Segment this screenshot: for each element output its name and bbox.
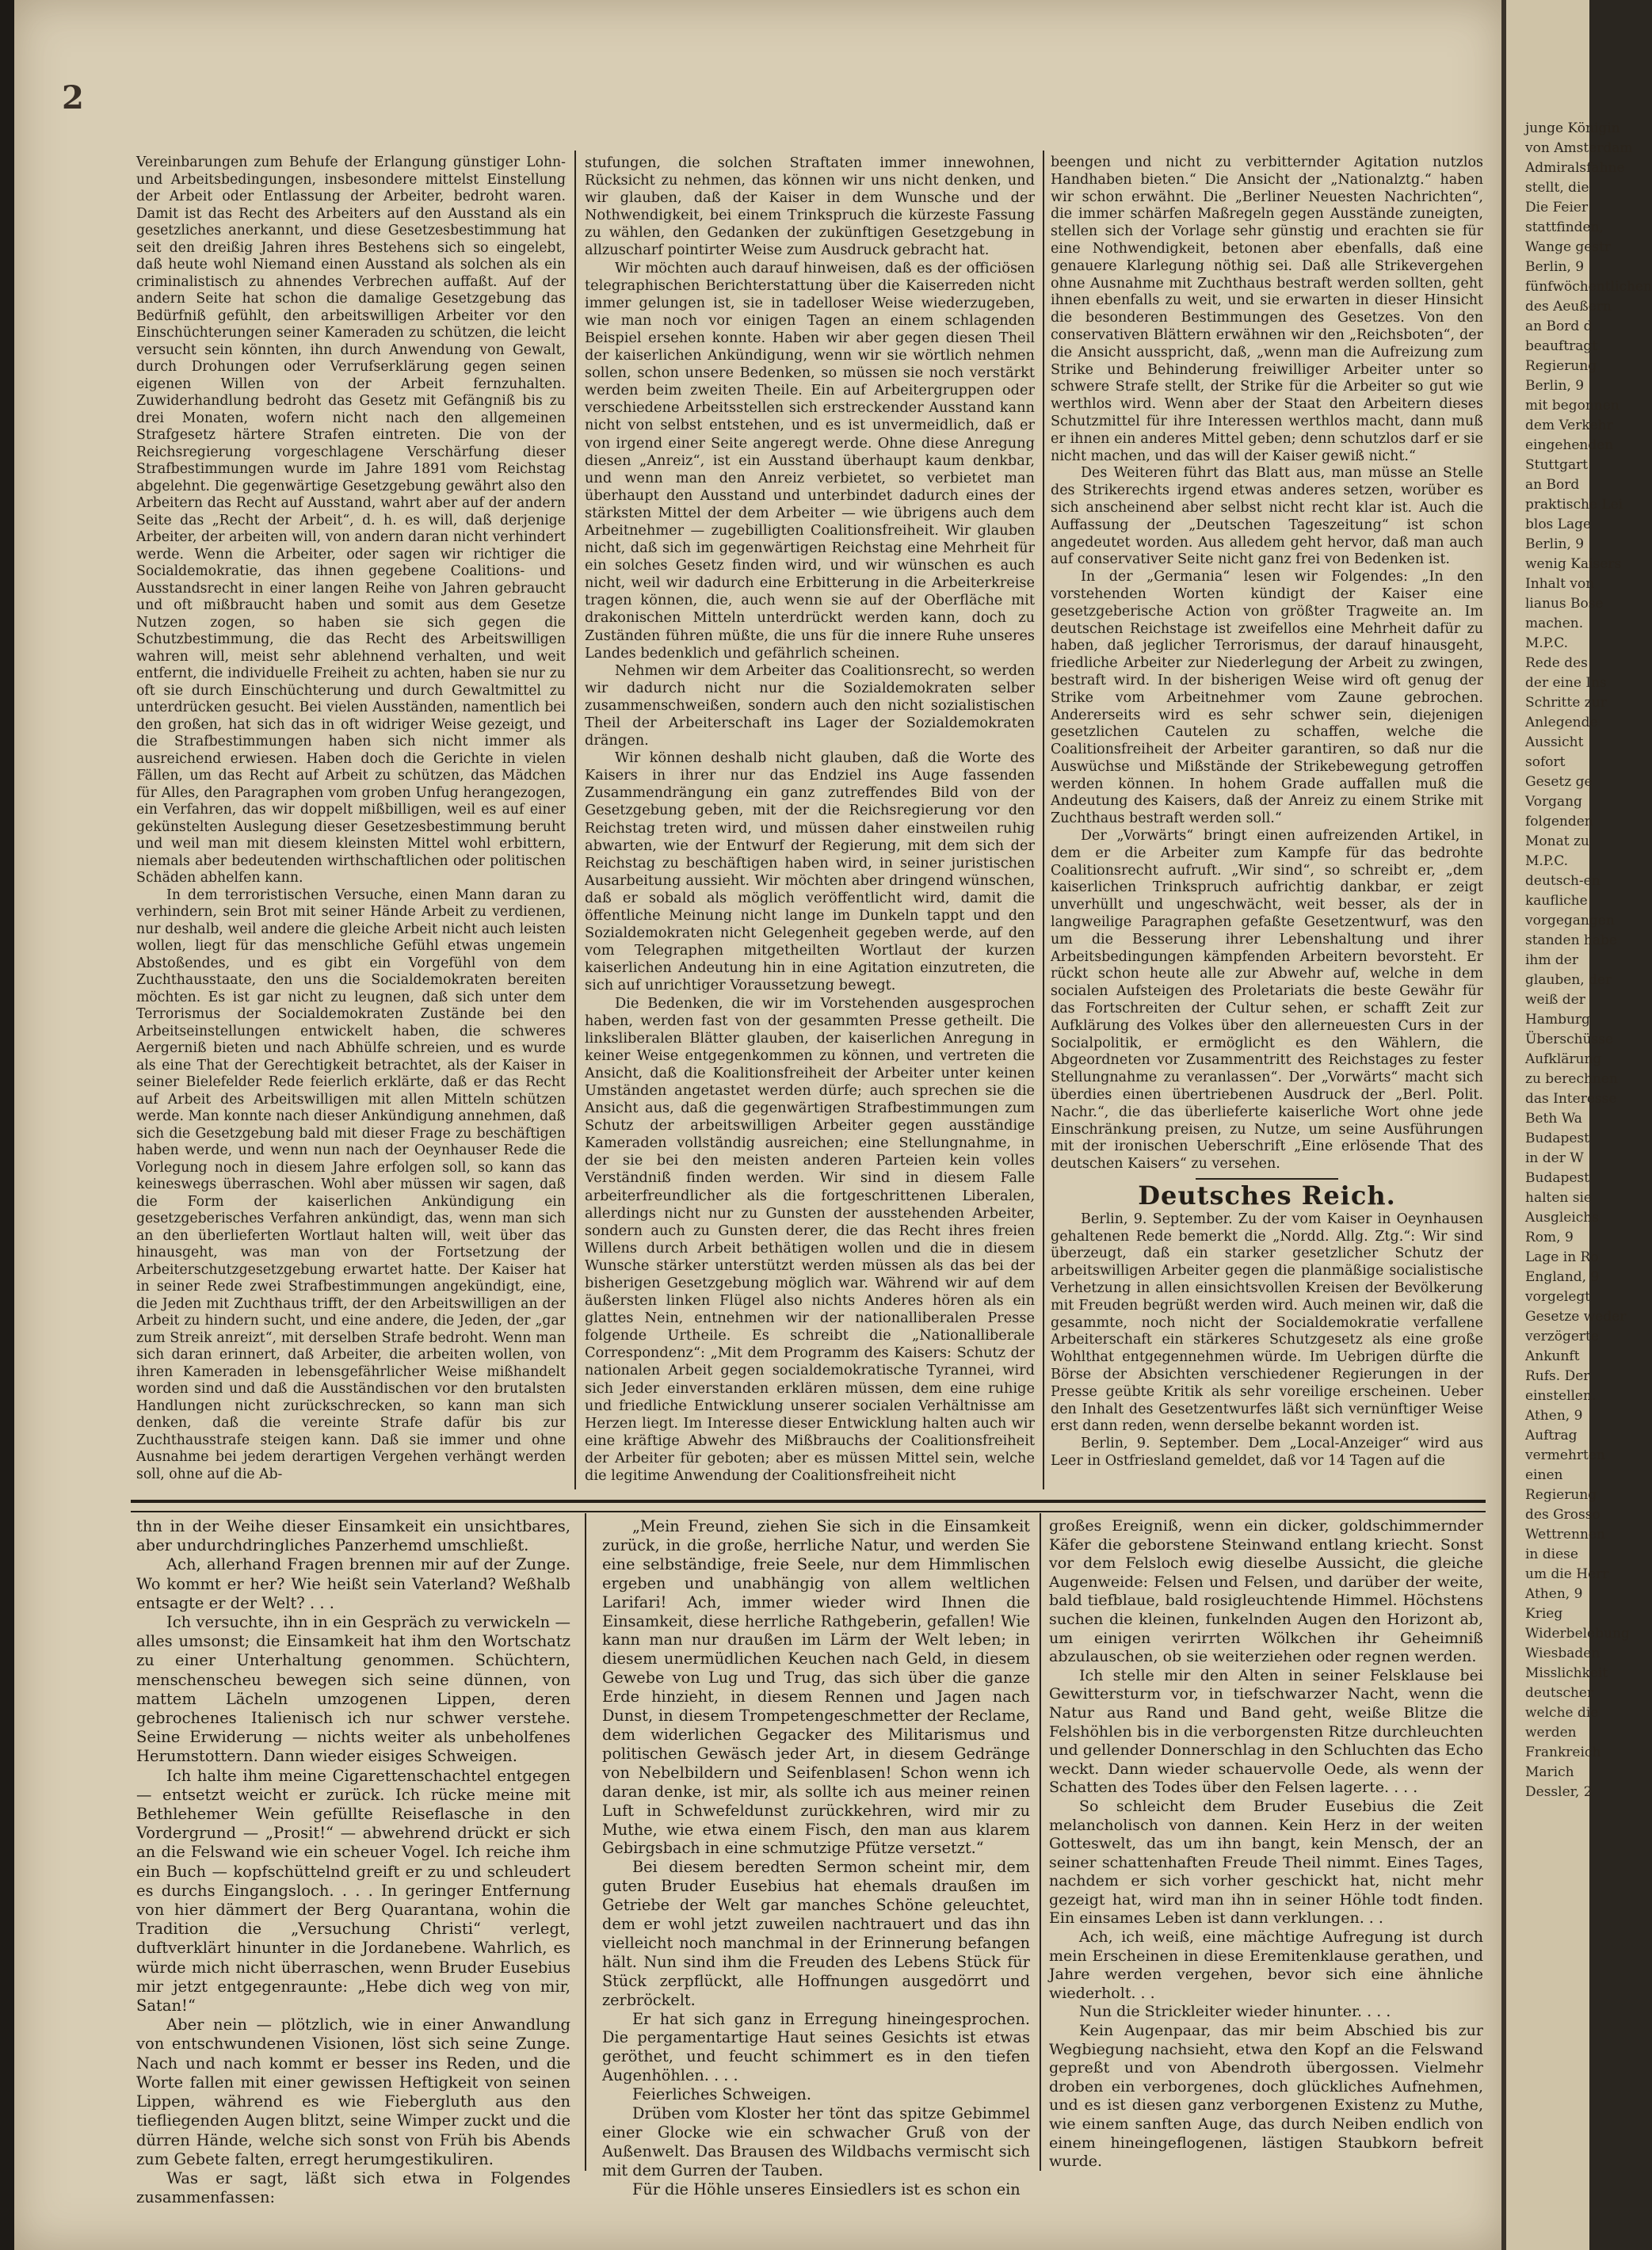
adjacent-page-fragment: Budapest bbox=[1525, 1170, 1589, 1186]
adjacent-page-fragment: Berlin, 9 bbox=[1525, 536, 1585, 552]
adjacent-page-fragment: England, 9 bbox=[1525, 1269, 1600, 1285]
feuilleton-paragraph: thn in der Weihe dieser Einsamkeit ein unsichtbares, aber undurchdringliches Panzerhemd umschließt. bbox=[136, 1517, 570, 1555]
article-column-1 bbox=[136, 154, 566, 1483]
feuilleton-paragraph: Ich versuchte, ihn in ein Gespräch zu verwickeln — alles umsonst; die Einsamkeit hat ihm den Wortschatz zu einer Unterhaltung genommen. Schüchtern, menschenscheu bewegen sich seine dünnen, von mattem Lächeln umzogenen Lippen, deren gebrochenes Italienisch ich nur schwer verstehe. Seine Erwiderung — nichts weiter als unbeholfenes Herumstottern. Dann wieder eisiges Schweigen. bbox=[136, 1613, 570, 1766]
feuilleton-paragraph: Feierliches Schweigen. bbox=[632, 2085, 811, 2104]
adjacent-page-fragment: beauftragt bbox=[1525, 338, 1598, 354]
article-column-2 bbox=[585, 154, 1035, 1485]
adjacent-page-fragment: blos Lage bbox=[1525, 517, 1592, 532]
feuilleton-paragraph: Ich stelle mir den Alten in seiner Felsklause bei Gewittersturm vor, in tiefschwarzer Nacht, wenn die Natur aus Rand und Band geht, weiße Blitze die Felshöhlen bis in die verborgensten Ritze durchleuchten und gellender Donnerschlag in den Schluchten das Echo weckt. Dann wieder schauervolle Oede, als wenn der Schatten des Todes über den Felsen lagerte. . . . bbox=[1049, 1666, 1483, 1797]
feuilleton-paragraph: Aber nein — plötzlich, wie in einer Anwandlung von entschwundenen Visionen, löst sich seine Zunge. Nach und nach kommt er besser ins Reden, und die Worte fallen mit einer gewissen Heftigkeit von seinen Lippen, während es wie Fiebergluth aus den tiefliegenden Augen blitzt, seine Wimper zuckt und die dürren Hände, welche sich sonst von Früh bis Abends zum Gebete falten, erregt herumgestikuliren. bbox=[136, 2015, 570, 2168]
adjacent-page-fragment: Schritte zur bbox=[1525, 695, 1607, 711]
adjacent-page-fragment: machen. bbox=[1525, 616, 1584, 631]
adjacent-page-fragment: Berlin, 9 bbox=[1525, 259, 1585, 275]
adjacent-page-fragment: dem Verkehr bbox=[1525, 418, 1613, 433]
adjacent-page-fragment: Ausgleichs bbox=[1525, 1210, 1599, 1226]
adjacent-page-fragment: Budapest bbox=[1525, 1131, 1589, 1146]
adjacent-page-fragment: vorgelegt bbox=[1525, 1289, 1591, 1305]
adjacent-page-fragment: weiß der bbox=[1525, 992, 1585, 1008]
adjacent-page-fragment: Widerbelebung bbox=[1525, 1626, 1630, 1642]
adjacent-page-fragment: einstellen. bbox=[1525, 1388, 1597, 1404]
article-paragraph: stufungen, die solchen Straftaten immer innewohnen, Rücksicht zu nehmen, das können wir uns nicht denken, und wir glauben, daß der Kaiser in dem Wunsche und der Nothwendigkeit, bei einem Trinkspruch die kürzeste Fassung zu wählen, den Gedanken der zukünftigen Gesetzgebung in allzuscharf pointirter Weise zum Ausdruck gebracht hat. bbox=[585, 155, 1035, 259]
adjacent-page-fragment: Gesetz ge bbox=[1525, 774, 1593, 790]
adjacent-page-fragment: eingehenden bbox=[1525, 437, 1614, 453]
adjacent-page-fragment: Dessler, 2 bbox=[1525, 1784, 1593, 1800]
adjacent-page-fragment: an Bord d bbox=[1525, 318, 1593, 334]
adjacent-page-fragment: einen bbox=[1525, 1467, 1563, 1483]
adjacent-page-fragment: Wange gestr bbox=[1525, 239, 1612, 255]
adjacent-page-fragment: Auftrag bbox=[1525, 1428, 1578, 1443]
adjacent-page-fragment: Vorgang bbox=[1525, 794, 1582, 810]
section-rule bbox=[1196, 1178, 1338, 1180]
article-column-3 bbox=[1051, 154, 1483, 1470]
article-paragraph: Des Weiteren führt das Blatt aus, man müsse an Stelle des Strikerechts irgend etwas anderes setzen, worüber es sich anscheinend aber selbst nicht recht klar ist. Auch die Auffassung der „Deutschen Tageszeitung“ ist schon angedeutet worden. Aus alledem geht hervor, daß man auch auf conservativer Seite nicht ganz frei von Bedenken ist. bbox=[1051, 465, 1483, 568]
adjacent-page-fragment: M.P.C. bbox=[1525, 635, 1569, 651]
article-paragraph: Berlin, 9. September. Dem „Local-Anzeiger“ wird aus Leer in Ostfriesland gemeldet, daß vor 14 Tagen auf die bbox=[1051, 1436, 1483, 1469]
adjacent-page-fragment: Athen, 9 bbox=[1525, 1586, 1583, 1602]
feuilleton-paragraph: Was er sagt, läßt sich etwa in Folgendes zusammenfassen: bbox=[136, 2168, 570, 2207]
adjacent-page-fragment: an Bord bbox=[1525, 477, 1580, 493]
adjacent-page-fragment: Berlin, 9 bbox=[1525, 378, 1585, 394]
adjacent-page-fragment: Rufs. Der bbox=[1525, 1368, 1590, 1384]
article-paragraph: Vereinbarungen zum Behufe der Erlangung günstiger Lohn- und Arbeitsbedingungen, insbesondere mittelst Einstellung der Arbeit oder Entlassung der Arbeiter, bedroht waren. Damit ist das Recht des Arbeiters auf den Ausstand als ein gesetzliches anerkannt, und diese Gesetzesbestimmung hat seit den dreißig Jahren ihres Bestehens sich so eingelebt, daß heute wohl Niemand einen Ausstand als solchen als ein criminalistisch zu ahnendes Verbrechen auffaßt. Auf der andern Seite hat schon die damalige Gesetzgebung das Bedürfniß gefühlt, den arbeitswilligen Arbeiter vor den Einschüchterungen seiner Kameraden zu schützen, die leicht versucht sein könnten, ihn durch Anwendung von Gewalt, durch Drohungen oder Verrufserklärung gegen seinen eigenen Willen von der Arbeit fernzuhalten. Zuwiderhandlung bedroht das Gesetz mit Gefängniß bis zu drei Monaten, wofern nicht nach den allgemeinen Strafgesetz härtere Strafen eintreten. Die von der Reichsregierung vorgeschlagene Verschärfung dieser Strafbestimmungen wurde im Jahre 1891 vom Reichstag abgelehnt. Die gegenwärtige Gesetzgebung gewährt also den Arbeitern das Recht auf Ausstand, wahrt aber auf der andern Seite das „Recht der Arbeit“, d. h. es will, daß derjenige Arbeiter, der arbeiten will, von andern daran nicht verhindert werde. Wenn die Arbeiter, oder sagen wir richtiger die Socialdemokratie, das ihnen gegebene Coalitions- und Ausstandsrecht in einer langen Reihe von Jahren gebraucht und oft mißbraucht haben und somit aus dem Gesetze Nutzen zogen, so haben sie sich gegen die Schutzbestimmung, die das Recht des Arbeitswilligen wahren will, meist sehr ablehnend verhalten, und weit entfernt, die individuelle Freiheit zu achten, haben sie nur zu oft sie durch Einschüchterung und durch Gewaltmittel zu unterdrücken gesucht. Bei vielen Ausständen, namentlich bei den großen, hat sich das in oft widriger Weise gezeigt, und die Strafbestimmungen haben sich nicht immer als ausreichend erwiesen. Haben doch die Gerichte in vielen Fällen, um das Recht auf Arbeit zu schützen, das Mädchen für Alles, den Paragraphen vom groben Unfug herangezogen, ein Verfahren, das wir doppelt mißbilligen, weil es auf einer gekünstelten Auslegung dieser Gesetzesbestimmung beruht und weil man mit diesem kleinsten Mittel wohl erbittern, niemals aber bedeutenden wirthschaftlichen oder politischen Schäden abhelfen kann. bbox=[136, 154, 566, 886]
adjacent-page-fragment: stattfinden, bbox=[1525, 219, 1604, 235]
adjacent-page-fragment: vorgegangen bbox=[1525, 913, 1615, 929]
adjacent-page-fragment: stellt, die bbox=[1525, 180, 1589, 196]
adjacent-page-fragment: Die Feier bbox=[1525, 200, 1589, 215]
adjacent-page-fragment: Aufklärung bbox=[1525, 1051, 1602, 1067]
adjacent-page-fragment: Hamburg bbox=[1525, 1012, 1590, 1028]
adjacent-page-fragment: werden bbox=[1525, 1725, 1577, 1741]
adjacent-page-text bbox=[1506, 0, 1652, 1802]
feuilleton-paragraph: Für die Höhle unseres Einsiedlers ist es schon ein bbox=[632, 2179, 1021, 2199]
adjacent-page-fragment: Lage in Ro bbox=[1525, 1249, 1599, 1265]
column-rule bbox=[574, 151, 576, 1489]
adjacent-page-fragment: zu berechnen bbox=[1525, 1071, 1618, 1087]
article-paragraph: Nehmen wir dem Arbeiter das Coalitionsrecht, so werden wir dadurch nicht nur die Sozialdemokraten selber zusammenschweißen, sondern auch den nicht sozialistischen Theil der Arbeiterschaft ins Lager der Sozialdemokraten drängen. bbox=[585, 662, 1035, 749]
adjacent-page-fragment: deutscher bbox=[1525, 1685, 1594, 1701]
adjacent-page-fragment: das Interesse bbox=[1525, 1091, 1617, 1107]
adjacent-page-fragment: Gesetze weder bbox=[1525, 1309, 1627, 1325]
adjacent-page-fragment: fünfwöchentlichen bbox=[1525, 279, 1652, 295]
feuilleton-paragraph: „Mein Freund, ziehen Sie sich in die Einsamkeit zurück, in die große, herrliche Natur, und werden Sie eine selbständige, freie Seele, nur dem Himmlischen ergeben und unabhängig von allem weltlichen Larifari! Ach, immer wieder wird Ihnen die Einsamkeit, diese herrliche Rathgeberin, gefallen! Wie kann man nur draußen im Lärm der Welt leben; in diesem unermüdlichen Keuchen nach Geld, in diesem Gewebe von Lug und Trug, das sich über die ganze Erde hinzieht, in diesem Rennen und Jagen nach Dunst, in diesem Trompetengeschmetter der Reclame, dem widerlichen Gegacker des Militarismus und politischen Gewäsch jeder Art, in diesem Gedränge von Nebelbildern und Seifenblasen! Schon wenn ich daran denke, ist mir, als sollte ich aus meiner reinen Luft in Schwefeldunst zurückkehren, wird mir zu Muthe, wie etwa einem Fisch, den man aus klarem Gebirgsbach in eine schmutzige Pfütze versetzt.“ bbox=[602, 1517, 1030, 1858]
adjacent-page-fragment: Marich bbox=[1525, 1764, 1574, 1780]
feuilleton-divider bbox=[131, 1500, 1486, 1512]
adjacent-page-fragment: junge Königin bbox=[1525, 120, 1620, 136]
adjacent-page-edge bbox=[1501, 0, 1652, 2250]
adjacent-page-fragment: des Aeußern bbox=[1525, 299, 1612, 315]
feuilleton-column-2 bbox=[602, 1517, 1030, 2199]
adjacent-page-fragment: Admiralsfahne bbox=[1525, 160, 1625, 176]
adjacent-page-fragment: sofort bbox=[1525, 754, 1566, 770]
adjacent-page-fragment: ihm der bbox=[1525, 952, 1578, 968]
adjacent-page-fragment: deutsch-en bbox=[1525, 873, 1600, 889]
adjacent-page-fragment: Regierung bbox=[1525, 358, 1597, 374]
adjacent-page-fragment: Ankunft bbox=[1525, 1348, 1580, 1364]
feuilleton-paragraph: Nun die Strickleiter wieder hinunter. . . . bbox=[1079, 2003, 1391, 2021]
adjacent-page-fragment: lianus Bose bbox=[1525, 596, 1604, 612]
adjacent-page-fragment: Anlegende bbox=[1525, 715, 1598, 730]
adjacent-page-fragment: M.P.C. bbox=[1525, 853, 1569, 869]
feuilleton-column-1 bbox=[136, 1517, 570, 2207]
adjacent-page-fragment: Frankreich bbox=[1525, 1745, 1601, 1760]
adjacent-page-fragment: kaufliche bbox=[1525, 893, 1588, 909]
adjacent-page-fragment: Monat zu bbox=[1525, 833, 1589, 849]
adjacent-page-fragment: Beth Wa bbox=[1525, 1111, 1582, 1127]
article-paragraph: Wir möchten auch darauf hinweisen, daß es der officiösen telegraphischen Berichterstattung über die Kaiserreden nicht immer gelungen ist, sie in tadelloser Weise wiederzugeben, wie man noch vor einigen Tagen an einem schlagenden Beispiel ersehen konnte. Haben wir aber gegen diesen Theil der kaiserlichen Ankündigung, wenn wir sie wörtlich nehmen sollen, schon unsere Bedenken, so müssen sie noch verstärkt werden beim zweiten Theile. Ein auf Arbeitergruppen oder verschiedene Arbeitsstellen sich erstreckender Ausstand kann nicht von selbst entstehen, und es ist unvermeidlich, daß er von irgend einer Seite angeregt werde. Ohne diese Anregung diesen „Anreiz“, ist ein Ausstand überhaupt kaum denkbar, und wenn man den Anreiz verbietet, so verbietet man überhaupt den Ausstand und unterbindet dadurch eines der stärksten Mittel der dem Arbeiter — wie übrigens auch dem Arbeitnehmer — zugebilligten Coalitionsfreiheit. Wir glauben nicht, daß sich im gegenwärtigen Reichstag eine Mehrheit für ein solches Gesetz finden wird, und wir wünschen es auch nicht, weil wir dadurch eine Erbitterung in die Arbeiterkreise tragen können, die, auch wenn sie auf der Oberfläche mit drakonischen Mitteln unterdrückt werden kann, doch zu Zuständen führen müßte, die uns für die innere Ruhe unseres Landes bedenklich und gefährlich scheinen. bbox=[585, 260, 1035, 662]
adjacent-page-fragment: Misslichkeit bbox=[1525, 1665, 1608, 1681]
adjacent-page-fragment: standen habe bbox=[1525, 932, 1617, 948]
column-rule bbox=[1040, 1513, 1041, 2171]
feuilleton-paragraph: Er hat sich ganz in Erregung hineingesprochen. Die pergamentartige Haut seines Gesichts ist etwas geröthet, und feucht schimmert es in den tiefen Augenhöhlen. . . . bbox=[602, 2009, 1030, 2085]
adjacent-page-fragment: folgenden bbox=[1525, 814, 1593, 829]
feuilleton-column-3 bbox=[1049, 1517, 1483, 2172]
adjacent-page-fragment: Aussicht bbox=[1525, 734, 1584, 750]
adjacent-page-fragment: verzögerte bbox=[1525, 1329, 1599, 1344]
adjacent-page-fragment: Stuttgart bbox=[1525, 457, 1589, 473]
article-paragraph: beengen und nicht zu verbitternder Agitation nutzlos Handhaben bieten.“ Die Ansicht der „Nationalztg.“ haben wir schon erwähnt. Die „Berliner Neuesten Nachrichten“, die immer schärfen Maßregeln gegen Ausstände zuneigten, stellen sich der Vorlage sehr günstig und erachten sie für eine Nothwendigkeit, betonen aber ebenfalls, daß eine genauere Klarlegung nöthig sei. Daß alle Strikevergehen ohne Ausnahme mit Zuchthaus bestraft werden sollten, geht ihnen ebenfalls zu weit, und sie erwarten in dieser Hinsicht die besonderen Bestimmungen des Gesetzes. Von den conservativen Blättern erwähnen wir den „Reichsboten“, der die Ansicht ausspricht, daß, „wenn man die Aufreizung zum Strike und Behinderung freiwilliger Arbeiter unter so schwere Strafe stellt, der Strike für die Arbeiter so gut wie werthlos wird. Wenn aber der Staat den Arbeitern dieses Schutzmittel für ihre Interessen werthlos macht, dann muß er ihnen ein anderes Mittel geben; denn schutzlos darf er sie nicht machen, und das will der Kaiser gewiß nicht.“ bbox=[1051, 154, 1483, 464]
adjacent-page-fragment: der eine Ins bbox=[1525, 675, 1607, 691]
adjacent-page-fragment: Wiesbaden bbox=[1525, 1646, 1600, 1661]
adjacent-page-fragment: Krieg bbox=[1525, 1606, 1563, 1622]
feuilleton-paragraph: Drüben vom Kloster her tönt das spitze Gebimmel einer Glocke wie ein schwacher Gruß von der Außenwelt. Das Brausen des Wildbachs vermischt sich mit dem Gurren der Tauben. bbox=[602, 2104, 1030, 2179]
adjacent-page-fragment: Inhalt von bbox=[1525, 576, 1595, 592]
article-paragraph: In der „Germania“ lesen wir Folgendes: „In den vorstehenden Worten kündigt der Kaiser eine gesetzgeberische Action von größter Tragweite an. Im deutschen Reichstage ist zweifellos eine Mehrheit dafür zu haben, daß jeglicher Terrorismus, der darauf hinausgeht, friedliche Arbeiter zur Niederlegung der Arbeit zu zwingen, bestraft wird. In der bisherigen Weise wird oft genug der Strike vom Arbeitnehmer vom Zaune gebrochen. Andererseits wird es sehr schwer sein, diejenigen gesetzlichen Cautelen zu schaffen, welche die Coalitionsfreiheit der Arbeiter garantiren, so daß nur die Auswüchse und Mißstände der Strikebewegung getroffen werden können. In hohem Grade auffallen muß die Andeutung des Kaisers, daß der Anreiz zu einem Strike mit Zuchthaus bestraft werden soll.“ bbox=[1051, 569, 1483, 827]
adjacent-page-fragment: Regierung bbox=[1525, 1487, 1597, 1503]
section-heading-deutsches-reich: Deutsches Reich. bbox=[1138, 1180, 1396, 1211]
adjacent-page-fragment: Rede des bbox=[1525, 655, 1588, 671]
feuilleton-paragraph: Kein Augenpaar, das mir beim Abschied bis zur Wegbiegung nachsieht, etwa den Kopf an die Felswand gepreßt und von Abendroth übergossen. Vielmehr droben ein verborgenes, doch glückliches Aufnehmen, und es ist diesen ganz verborgenen Existenz zu Muthe, wie einem sanften Auge, das durch Neiben endlich von einem hineingeflogenen, lästigen Staubkorn befreit wurde. bbox=[1049, 2022, 1483, 2171]
column-rule bbox=[585, 1513, 586, 2171]
adjacent-page-fragment: praktische Lei bbox=[1525, 497, 1623, 513]
adjacent-page-fragment: in diese bbox=[1525, 1546, 1578, 1562]
adjacent-page-fragment: Athen, 9 bbox=[1525, 1408, 1583, 1424]
feuilleton-paragraph: Bei diesem beredten Sermon scheint mir, dem guten Bruder Eusebius hat ehemals draußen im Getriebe der Welt gar manches Schöne geleuchtet, dem er wohl jetzt zuweilen nachtrauert und das ihn vielleicht noch manchmal in der Erinnerung befangen hält. Nun sind ihm die Freuden des Lebens Stück für Stück zerpflückt, alle Hoffnungen ausgedörrt und zerbröckelt. bbox=[602, 1858, 1030, 2009]
adjacent-page-fragment: Überschüsse bbox=[1525, 1032, 1614, 1047]
feuilleton-paragraph: Ach, ich weiß, eine mächtige Aufregung ist durch mein Erscheinen in diese Eremitenklause gerathen, und Jahre werden vergehen, bevor sich eine ähnliche wiederholt. . . bbox=[1049, 1928, 1483, 2002]
adjacent-page-fragment: Rom, 9 bbox=[1525, 1230, 1574, 1245]
feuilleton-paragraph: So schleicht dem Bruder Eusebius die Zeit melancholisch von dannen. Kein Herz in der weiten Gotteswelt, das um ihn bangt, kein Mensch, der an seiner schattenhaften Freude Theil nimmt. Eines Tages, nachdem er sich vorher geschickt hat, nicht mehr gezeigt hat, wird man ihn in seiner Höhle todt finden. Ein einsames Leben ist dann verklungen. . . bbox=[1049, 1797, 1483, 1928]
adjacent-page-fragment: mit begonnen bbox=[1525, 398, 1620, 414]
adjacent-page-fragment: um die Herr bbox=[1525, 1566, 1609, 1582]
adjacent-page-fragment: wenig Kaisers bbox=[1525, 556, 1622, 572]
column-rule bbox=[1043, 151, 1044, 1489]
adjacent-page-fragment: halten sie bbox=[1525, 1190, 1592, 1206]
feuilleton-paragraph: großes Ereigniß, wenn ein dicker, goldschimmernder Käfer die geborstene Steinwand entlang kriecht. Sonst vor dem Felsloch ewig dieselbe Aussicht, die gleiche Augenweide: Felsen und Felsen, und darüber der weite, bald tiefblaue, bald rosigleuchtende Himmel. Höchstens suchen die kleinen, funkelnden Augen den Horizont ab, um einigen verirrten Wölkchen ihr Geheimniß abzulauschen, ob sie weiterziehen oder regnen werden. bbox=[1049, 1517, 1483, 1666]
adjacent-page-fragment: von Amsterdam bbox=[1525, 140, 1633, 156]
adjacent-page-fragment: Wettrennen bbox=[1525, 1527, 1605, 1543]
adjacent-page-fragment: des Grosso bbox=[1525, 1507, 1600, 1523]
article-paragraph: Der „Vorwärts“ bringt einen aufreizenden Artikel, in dem er die Arbeiter zum Kampfe für das bedrohte Coalitionsrecht aufruft. „Wir sind“, so schreibt er, „dem kaiserlichen Trinkspruch aufrichtig dankbar, er zeigt unverhüllt und ungeschwächt, weit besser, als der in langweilige Paragraphen gefaßte Gesetzentwurf, was den um die Besserung ihrer Lebenshaltung und ihrer Arbeitsbedingungen kämpfenden Arbeitern bevorsteht. Er rückt schon heute alle zur Abwehr auf, welche in dem socialen Aufsteigen des Proletariats die beste Gewähr für das Fortschreiten der Cultur sehen, er schafft Zeit zur Aufklärung des Volkes über den allerneuesten Curs in der Socialpolitik, er ermöglicht es den Wählern, die Abgeordneten vor Zusammentritt des Reichstages zu fester Stellungnahme zu veranlassen“. Der „Vorwärts“ macht sich überdies einen übertriebenen Ausdruck der „Berl. Polit. Nachr.“, die das überlieferte kaiserliche Wort ohne jede Einschränkung preisen, zu Nutze, um seine Ausführungen mit der ironischen Ueberschrift „Eine erlösende That des deutschen Kaisers“ zu versehen. bbox=[1051, 828, 1483, 1173]
adjacent-page-fragment: welche die bbox=[1525, 1705, 1599, 1721]
article-paragraph: Die Bedenken, die wir im Vorstehenden ausgesprochen haben, werden fast von der gesammten Presse getheilt. Die linksliberalen Blätter glauben, der kaiserlichen Anregung in keiner Weise entgegenkommen zu können, und vertreten die Ansicht, daß die Koalitionsfreiheit der Arbeiter unter keinen Umständen angetastet werden dürfe; auch sprechen sie die Ansicht aus, daß die gegenwärtigen Strafbestimmungen zum Schutz der arbeitswilligen Arbeiter gegen ausständige Kameraden vollständig ausreichen; eine Stellungnahme, in der sie bei den meisten anderen Parteien kein volles Verständniß finden werden. Wir sind in diesem Falle arbeiterfreundlicher als die fortgeschrittenen Liberalen, allerdings nicht nur zu Gunsten der ausstehenden Arbeiter, sondern auch zu Gunsten derer, die das Recht ihres freien Willens durch Arbeit bethätigen wollen und die in diesem Wunsche stärker unterstützt werden müssen als das bei der bisherigen Gesetzgebung möglich war. Während wir auf dem äußersten linken Flügel also nichts Anderes hören als ein glattes Nein, entnehmen wir der nationalliberalen Presse folgende Urtheile. Es schreibt die „Nationalliberale Correspondenz“: „Mit dem Programm des Kaisers: Schutz der nationalen Arbeit gegen socialdemokratische Tyrannei, wird sich Jeder einverstanden erklären müssen, dem eine ruhige und friedliche Entwicklung unserer socialen Verhältnisse am Herzen liegt. Im Interesse dieser Entwicklung halten auch wir eine kräftige Abwehr des Mißbrauchs der Coalitionsfreiheit der Arbeiter für geboten; aber es müssen Mittel sein, welche die legitime Anwendung der Coalitionsfreiheit nicht bbox=[585, 995, 1035, 1485]
article-paragraph: In dem terroristischen Versuche, einen Mann daran zu verhindern, sein Brot mit seiner Hände Arbeit zu verdienen, nur deshalb, weil andere die gleiche Arbeit nicht auch leisten wollen, liegt für das menschliche Gefühl etwas ungemein Abstoßendes, und es gibt ein Vorgefühl von dem Zuchthausstaate, den uns die Socialdemokraten bereiten möchten. Es ist gar nicht zu leugnen, daß sich unter dem Terrorismus der Socialdemokraten Zustände bei den Arbeitseinstellungen entwickelt haben, die schweres Aergerniß bieten und nach Abhülfe schreien, und es wurde als eine That der Gerechtigkeit betrachtet, als der Kaiser in seiner Bielefelder Rede feierlich erklärte, daß er das Recht auf Arbeit des Arbeitswilligen mit allen Mitteln schützen werde. Man konnte nach dieser Ankündigung annehmen, daß sich die Gesetzgebung bald mit dieser Frage zu beschäftigen haben werde, und wenn nun nach der Oeynhauser Rede die Vorlegung noch in diesem Jahre erfolgen soll, so kann das keineswegs überraschen. Wohl aber müssen wir sagen, daß die Form der kaiserlichen Ankündigung ein gesetzgeberisches Verfahren ankündigt, das, wenn man sich an den überlieferten Wortlaut halten will, weit über das hinausgeht, was man von der Fortsetzung der Arbeiterschutzgesetzgebung erwartet hatte. Der Kaiser hat in seiner Rede zwei Strafbestimmungen angekündigt, eine, die Jeden mit Zuchthaus trifft, der den Arbeitswilligen an der Arbeit zu hindern sucht, und eine andere, die Jeden, der „gar zum Streik anreizt“, mit derselben Strafe bedroht. Wenn man sich daran erinnert, daß Arbeiter, die arbeiten wollen, von ihren Kameraden in lebensgefährlicher Weise mißhandelt worden sind und daß die Ausständischen vor den brutalsten Handlungen nicht zurückschrecken, so kann man sich denken, daß die vereinte Strafe dafür bis zur Zuchthausstrafe steigen kann. Daß sie immer und ohne Ausnahme bei jedem derartigen Vergehen verhängt werden soll, ohne auf die Ab- bbox=[136, 887, 566, 1482]
feuilleton-paragraph: Ich halte ihm meine Cigarettenschachtel entgegen — entsetzt weicht er zurück. Ich rücke meine mit Bethlehemer Wein gefüllte Reiseflasche in den Vordergrund — „Prosit!“ — abwehrend drückt er sich an die Felswand wie ein scheuer Vogel. Ich reiche ihm ein Buch — kopfschüttelnd greift er zu und schleudert es durchs Eingangsloch. . . . In geringer Entfernung von hier dämmert der Berg Quarantana, wohin die Tradition die „Versuchung Christi“ verlegt, duftverklärt hinunter in die Jordanebene. Wahrlich, es würde mich nicht überraschen, wenn Bruder Eusebius mir jetzt entgegenraunte: „Hebe dich weg von mir, Satan!“ bbox=[136, 1766, 570, 2015]
adjacent-page-fragment: in der W bbox=[1525, 1150, 1584, 1166]
adjacent-page-fragment: vermehrten bbox=[1525, 1447, 1605, 1463]
feuilleton-paragraph: Ach, allerhand Fragen brennen mir auf der Zunge. Wo kommt er her? Wie heißt sein Vaterland? Weßhalb entsagte er der Welt? . . . bbox=[136, 1555, 570, 1612]
article-paragraph: Berlin, 9. September. Zu der vom Kaiser in Oeynhausen gehaltenen Rede bemerkt die „Nordd. Allg. Ztg.“: Wir sind überzeugt, daß ein starker gesetzlicher Schutz der arbeitswilligen Arbeiter gegen die planmäßige socialistische Verhetzung in allen einsichtsvollen Kreisen der Bevölkerung mit Freuden begrüßt werden wird. Auch meinen wir, daß die gesammte, noch nicht der Socialdemokratie verfallene Arbeiterschaft ein stärkeres Schutzgesetz als eine große Wohlthat entgegennehmen würde. Im Uebrigen dürfte die Börse der Absichten verschiedener Regierungen in der Presse geübte Kritik als sehr voreilige erscheinen. Ueber den Inhalt des Gesetzentwurfes läßt sich vernünftiger Weise erst dann reden, wenn derselbe bekannt worden ist. bbox=[1051, 1211, 1483, 1435]
adjacent-page-fragment: glauben, der bbox=[1525, 972, 1612, 988]
page-number: 2 bbox=[62, 79, 84, 116]
article-paragraph: Wir können deshalb nicht glauben, daß die Worte des Kaisers in ihrer nur das Endziel ins Auge fassenden Zusammendrängung ein ganz zutreffendes Bild von der Gesetzgebung geben, mit der die Reichsregierung vor den Reichstag treten wird, und müssen daher einstweilen ruhig abwarten, wie der Entwurf der Regierung, mit dem sich der Reichstag zu beschäftigen haben wird, in seiner juristischen Ausarbeitung aussieht. Wir möchten aber dringend wünschen, daß er sobald als möglich veröffentlicht wird, damit die öffentliche Meinung nicht lange im Dunkeln tappt und den Sozialdemokraten nicht Gelegenheit gegeben werde, auf den vom Telegraphen mitgetheilten Wortlaut der kurzen kaiserlichen Andeutung hin in eine Agitation einzutreten, die sich auf unrichtiger Voraussetzung bewegt. bbox=[585, 750, 1035, 994]
